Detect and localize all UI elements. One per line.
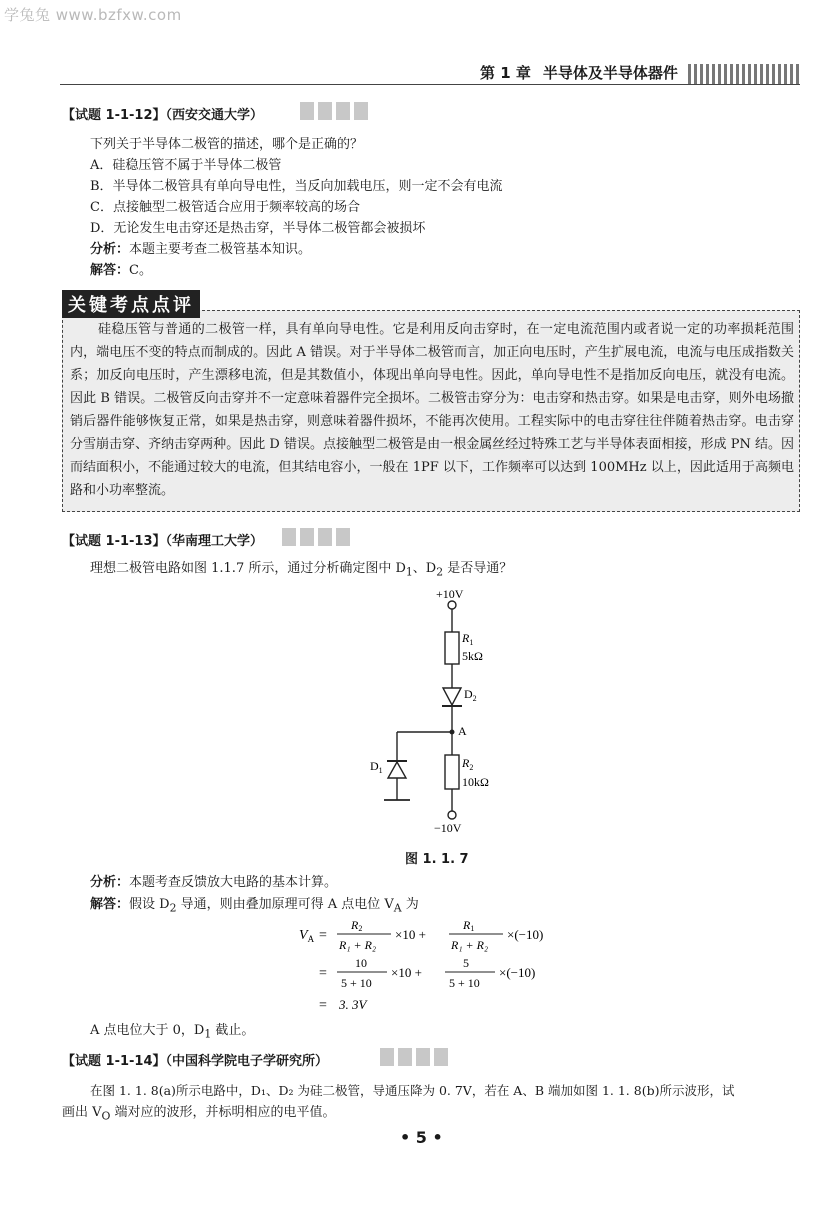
svg-text:=: = xyxy=(319,998,327,1013)
svg-text:×(−10): ×(−10) xyxy=(507,927,544,942)
option-a: A．硅稳压管不属于半导体二极管 xyxy=(90,158,282,173)
question-tag-12: 【试题 1-1-12】（西安交通大学） xyxy=(62,108,263,123)
tag-decoration xyxy=(282,528,354,546)
question-text: 下列关于半导体二极管的描述，哪个是正确的？ xyxy=(90,137,364,152)
svg-text:R2: R2 xyxy=(351,918,363,933)
r2-label: $R_2$ xyxy=(462,756,474,772)
r1-label: $R_1$ xyxy=(462,631,474,647)
svg-text:×10 +: ×10 + xyxy=(395,927,426,942)
chapter-number: 第 1 章 xyxy=(480,64,531,82)
svg-text:5 + 10: 5 + 10 xyxy=(341,976,372,990)
supply-top-label: +10V xyxy=(436,587,464,601)
d2-label: $D_2$ xyxy=(464,687,477,703)
chapter-title: 半导体及半导体器件 xyxy=(542,64,678,82)
svg-text:R₁ + R₂: R₁ + R₂ xyxy=(451,938,489,952)
svg-text:R1: R1 xyxy=(463,918,475,933)
svg-text:5: 5 xyxy=(463,956,469,970)
option-d: D．无论发生电击穿还是热击穿，半导体二极管都会被损坏 xyxy=(90,221,426,236)
svg-text:×(−10): ×(−10) xyxy=(499,965,536,980)
node-a-label: A xyxy=(458,724,467,738)
option-b: B．半导体二极管具有单向导电性，当反向加载电压，则一定不会有电流 xyxy=(90,179,503,194)
r2-value: 10kΩ xyxy=(462,775,489,789)
resistor-r2 xyxy=(445,755,459,789)
d1-label: $D_1$ xyxy=(370,759,383,775)
diode-d1 xyxy=(388,762,406,778)
svg-text:R₁ + R₂: R₁ + R₂ xyxy=(339,938,377,952)
svg-text:=: = xyxy=(319,966,327,981)
tag-decoration xyxy=(380,1048,452,1066)
question-text: 理想二极管电路如图 1.1.7 所示，通过分析确定图中 $D_1$、$D_2$ 是否导通？ xyxy=(90,561,513,579)
analysis: 分析：本题主要考查二极管基本知识。 xyxy=(90,242,312,257)
question-text-line2: 画出 $V_O$ 端对应的波形，并标明相应的电平值。 xyxy=(62,1105,336,1123)
conclusion: A 点电位大于 0，$D_1$ 截止。 xyxy=(90,1023,255,1041)
svg-text:10: 10 xyxy=(355,956,367,970)
svg-text:=: = xyxy=(319,928,327,943)
answer: 解答：C。 xyxy=(90,263,152,278)
svg-text:5 + 10: 5 + 10 xyxy=(449,976,480,990)
header-decoration xyxy=(688,64,800,84)
supply-bottom-terminal xyxy=(448,811,456,819)
diode-d2 xyxy=(443,688,461,705)
running-header xyxy=(480,62,690,83)
key-review-text: 硅稳压管与普通的二极管一样，具有单向导电性。它是利用反向击穿时，在一定电流范围内或者说一定的功率损耗范围内，端电压不变的特点而制成的。因此 A 错误。对于半导体二极管而言，加正向电压时，产生扩展电流，电流与电压成指数关系；加反向电压时，产生漂移电流，但是其数值小，体现出单向导电性。因此，单向导电性不是指加反向电压，就没有电流。因此 B 错误。二极管反向击穿并不一定意味着器件完全损坏。二极管击穿分为：电击穿和热击穿。如果是电击穿，则外电场撤销后器件能够恢复正常，如果是热击穿，则意味着器件损坏，不能再次使用。工程实际中的电击穿往往伴随着热击穿。电击穿分雪崩击穿、齐纳击穿两种。因此 D 错误。点接触型二极管是由一根金属丝经过特殊工艺与半导体表面相接，形成 PN 结。因而结面积小，不能通过较大的电流，但其结电容小，一般在 1PF 以下，工作频率可以达到 100MHz 以上，因此适用于高频电路和小功率整流。 xyxy=(70,322,794,498)
watermark: 学兔兔 www.bzfxw.com xyxy=(4,6,182,24)
svg-text:3. 3V: 3. 3V xyxy=(339,997,367,1012)
resistor-r1 xyxy=(445,632,459,664)
question-text: 在图 1. 1. 8(a)所示电路中，D₁、D₂ 为硅二极管，导通压降为 0. 7V，若在 A、B 端加如图 1. 1. 8(b)所示波形，试 xyxy=(90,1083,735,1098)
tag-decoration xyxy=(300,102,372,120)
option-c: C．点接触型二极管适合应用于频率较高的场合 xyxy=(90,200,360,215)
svg-text:VA: $V_A$ xyxy=(299,928,315,944)
svg-text:×10 +: ×10 + xyxy=(391,965,422,980)
supply-top-terminal xyxy=(448,601,456,609)
r1-value: 5kΩ xyxy=(462,649,483,663)
circuit-diagram xyxy=(360,585,520,835)
key-review-title: 关键考点点评 xyxy=(62,290,200,318)
analysis: 分析：本题考查反馈放大电路的基本计算。 xyxy=(90,875,338,890)
voltage-formula xyxy=(295,915,595,1015)
header-rule xyxy=(60,84,800,85)
question-tag-13: 【试题 1-1-13】（华南理工大学） xyxy=(62,534,263,549)
figure-caption: 图 1. 1. 7 xyxy=(405,852,469,867)
page-number: • 5 • xyxy=(400,1128,443,1147)
supply-bottom-label: −10V xyxy=(434,821,462,835)
answer: 解答：假设 $D_2$ 导通，则由叠加原理可得 A 点电位 $V_A$ 为 xyxy=(90,897,419,915)
question-tag-14: 【试题 1-1-14】（中国科学院电子学研究所） xyxy=(62,1054,328,1069)
